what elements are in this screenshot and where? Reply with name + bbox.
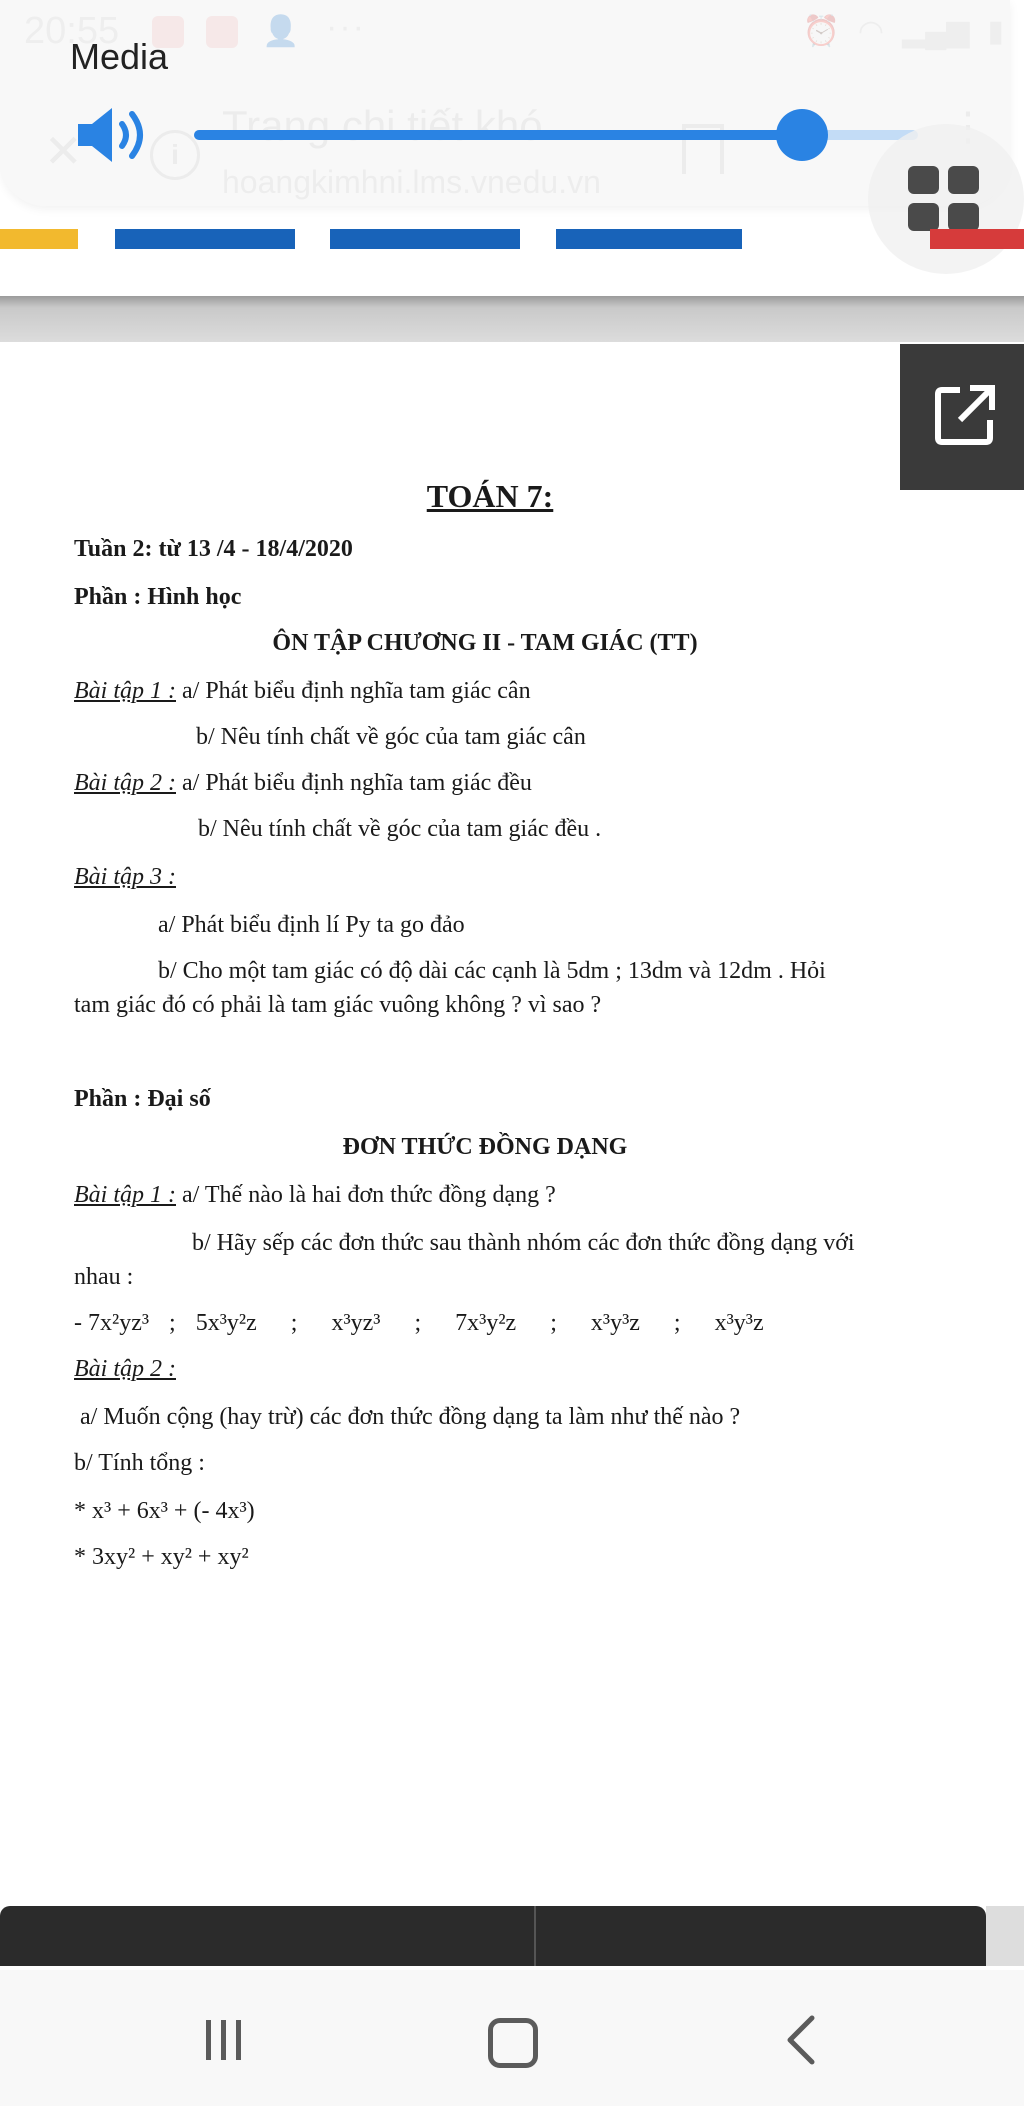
volume-slider-fill	[194, 130, 802, 140]
recent-apps-icon[interactable]	[204, 2020, 244, 2060]
algebra-section: Phần : Đại số	[74, 1086, 211, 1112]
monomial: x³yz³	[331, 1310, 381, 1336]
bottom-toolbar	[0, 1906, 986, 1966]
monomial: 5x³y²z	[195, 1310, 257, 1336]
open-external-button[interactable]	[900, 344, 1024, 490]
monomials-row	[74, 1310, 764, 1337]
algebra-ex1	[74, 1182, 556, 1209]
exercise-text: b/ Hãy sếp các đơn thức sau thành nhóm các đơn thức đồng dạng với	[192, 1230, 855, 1256]
separator: ;	[290, 1310, 298, 1336]
banner-strip	[115, 229, 295, 249]
monomial: 7x³y²z	[455, 1310, 517, 1336]
exercise-label: Bài tập 3 :	[74, 864, 176, 890]
geometry-section: Phần : Hình học	[74, 584, 242, 610]
exercise-text: b/ Cho một tam giác có độ dài các cạnh là 5dm ; 13dm và 12dm . Hỏi	[158, 958, 826, 984]
volume-slider-thumb[interactable]	[776, 109, 828, 161]
banner-strip	[0, 229, 78, 249]
monomial: x³y³z	[590, 1310, 640, 1336]
separator: ;	[673, 1310, 681, 1336]
exercise-text: a/ Muốn cộng (hay trừ) các đơn thức đồng dạng ta làm như thế nào ?	[80, 1404, 741, 1430]
home-icon[interactable]	[488, 2018, 538, 2068]
banner-strip	[330, 229, 520, 249]
exercise-text: b/ Tính tổng :	[74, 1450, 205, 1476]
exercise-text: b/ Nêu tính chất về góc của tam giác cân	[196, 724, 586, 750]
speaker-icon[interactable]	[76, 104, 156, 166]
toolbar-edge	[986, 1906, 1024, 1966]
monomial: x³y³z	[714, 1310, 764, 1336]
exercise-text: a/ Phát biểu định nghĩa tam giác cân	[182, 678, 531, 704]
exercise-label: Bài tập 1 :	[74, 1182, 176, 1208]
media-volume-panel	[0, 0, 1010, 206]
exercise-label: Bài tập 2 :	[74, 1356, 176, 1382]
geometry-ex1	[74, 678, 531, 705]
exercise-label: Bài tập 2 :	[74, 770, 176, 796]
viewer-header-bar	[0, 296, 1024, 342]
geometry-ex2	[74, 770, 532, 797]
media-label: Media	[70, 36, 169, 77]
separator: ;	[550, 1310, 557, 1336]
banner-strip	[930, 229, 1024, 249]
expand-panel-button[interactable]	[868, 124, 1024, 274]
exercise-text: tam giác đó có phải là tam giác vuông không ? vì sao ?	[74, 992, 602, 1018]
open-external-icon	[934, 384, 996, 446]
exercise-label: Bài tập 1 :	[74, 678, 176, 704]
back-icon[interactable]	[780, 2014, 820, 2066]
algebra-heading: ĐƠN THỨC ĐỒNG DẠNG	[342, 1134, 628, 1160]
document-title: TOÁN 7:	[426, 478, 554, 514]
monomial: - 7x²yz³	[74, 1310, 150, 1336]
exercise-text: a/ Phát biểu định nghĩa tam giác đều	[182, 770, 532, 796]
volume-slider[interactable]	[194, 130, 918, 140]
geometry-heading: ÔN TẬP CHƯƠNG II - TAM GIÁC (TT)	[272, 630, 698, 656]
banner-strip	[556, 229, 742, 249]
exercise-text: a/ Phát biểu định lí Py ta go đảo	[158, 912, 465, 938]
exercise-text: nhau :	[74, 1264, 134, 1290]
sum-expression: * 3xy² + xy² + xy²	[74, 1544, 249, 1570]
toolbar-divider	[534, 1906, 536, 1966]
separator: ;	[414, 1310, 422, 1336]
exercise-text: b/ Nêu tính chất về góc của tam giác đều .	[198, 816, 602, 842]
navigation-bar	[0, 1970, 1024, 2106]
grid-icon	[908, 166, 980, 232]
exercise-text: a/ Thế nào là hai đơn thức đồng dạng ?	[182, 1182, 556, 1208]
separator: ;	[169, 1310, 176, 1336]
sum-expression: * x³ + 6x³ + (- 4x³)	[74, 1498, 255, 1524]
week-line: Tuần 2: từ 13 /4 - 18/4/2020	[74, 536, 353, 562]
